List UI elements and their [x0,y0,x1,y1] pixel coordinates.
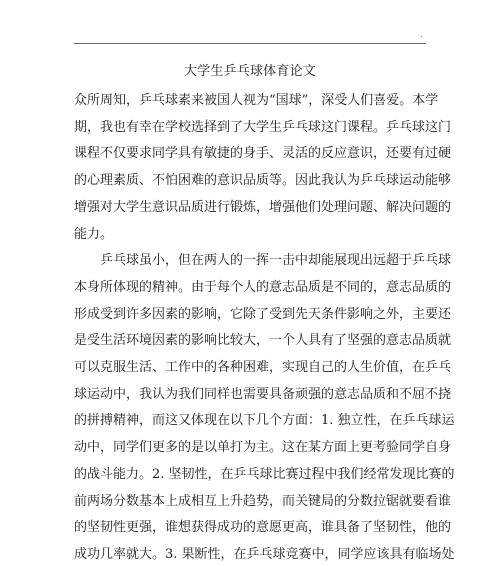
text-line: 球运动中，我认为我们同样也需要具备顽强的意志品质和不屈不挠 [74,386,452,402]
text-line: 的坚韧性更强，谁想获得成功的意愿更高，谁具备了坚韧性，他的 [74,520,452,536]
text-line: 的拼搏精神，而这又体现在以下几个方面：1. 独立性，在乒乓球运 [74,413,455,429]
text-line: 能力。 [74,226,114,242]
paragraph-2 [74,248,455,566]
text-line: 本身所体现的精神。由于每个人的意志品质是不同的，意志品质的 [74,279,452,295]
text-line: 是受生活环境因素的影响比较大，一个人具有了坚强的意志品质就 [74,333,452,349]
text-line: 增强对大学生意识品质进行锻炼，增强他们处理问题、解决问题的 [74,199,452,215]
paragraph-1 [74,88,452,248]
text-line: 形成受到许多因素的影响，它除了受到先天条件影响之外，主要还 [74,306,452,322]
text-line: 成功几率就大。3. 果断性，在乒乓球竞赛中，同学应该具有临场处 [74,546,455,562]
header-mark: . [420,30,423,39]
document-body [74,88,455,566]
text-line: 动中，同学们更多的是以单打为主。这在某方面上更考验同学自身 [74,440,452,456]
text-line: 乒乓球虽小，但在两人的一挥一击中却能展现出远超于乒乓球 [74,253,452,269]
text-line: 的战斗能力。2. 坚韧性，在乒乓球比赛过程中我们经常发现比赛的 [74,466,455,482]
text-line: 课程不仅要求同学具有敏捷的身手、灵活的反应意识，还要有过硬 [74,146,452,162]
text-line: 众所周知，乒乓球素来被国人视为“国球”，深受人们喜爱。本学 [74,93,439,108]
text-line: 前两场分数基本上成相互上升趋势，而关键局的分数拉锯就要看谁 [74,493,452,509]
document-title: 大学生乒乓球体育论文 [183,64,316,79]
text-line: 期，我也有幸在学校选择到了大学生乒乓球这门课程。乒乓球这门 [74,119,452,135]
text-line: 可以克服生活、工作中的各种困难，实现自己的人生价值，在乒乓 [74,360,452,376]
text-line: 的心理素质、不怕困难的意识品质等。因此我认为乒乓球运动能够 [74,173,452,189]
header-rule [74,43,426,44]
